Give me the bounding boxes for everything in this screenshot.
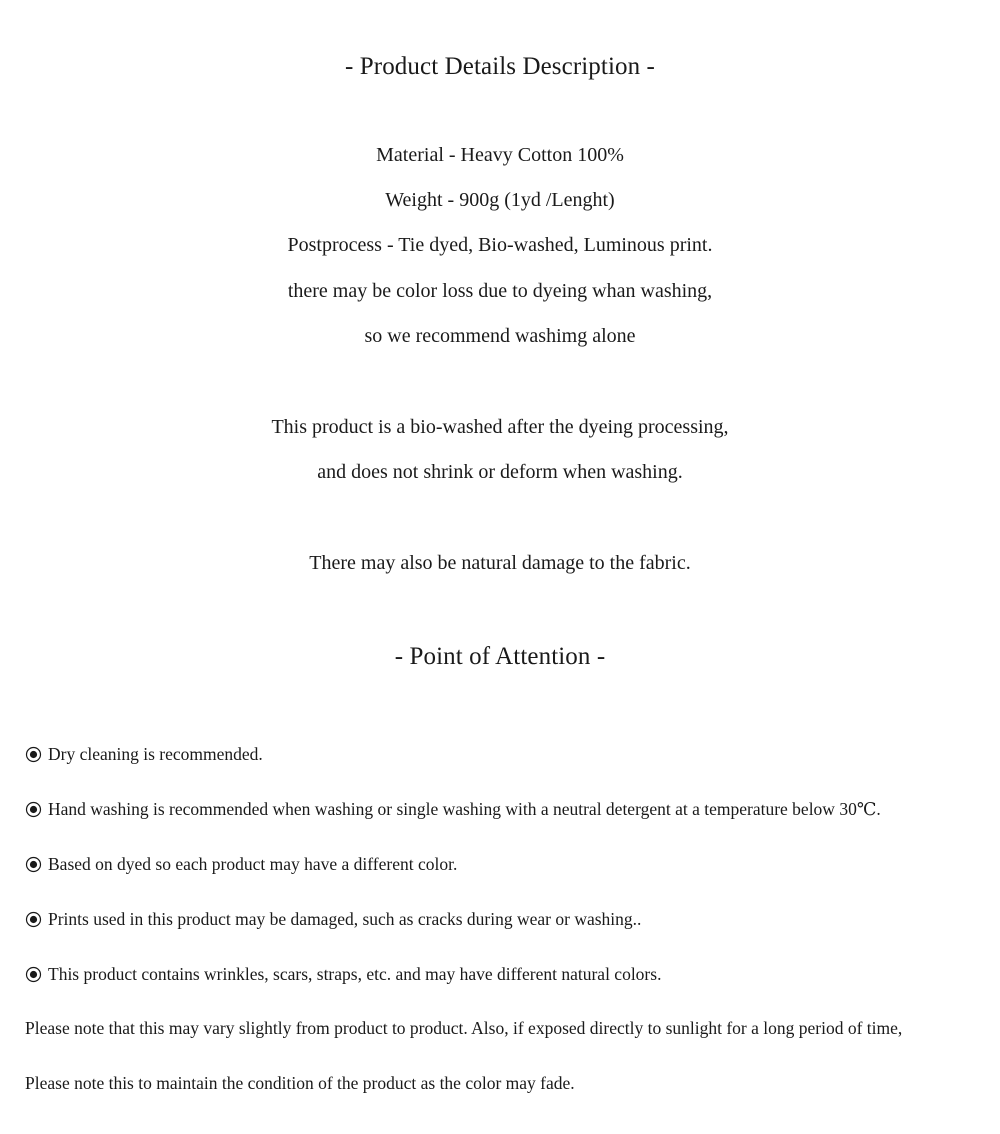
sunlight-note: Please note that this may vary slightly from product to product. Also, if exposed directly to sunlight for a long period of time, (25, 1018, 903, 1038)
color-fade-note: Please note this to maintain the condition of the product as the color may fade. (25, 1073, 575, 1093)
attention-item-text: Based on dyed so each product may have a different color. (48, 854, 458, 874)
attention-title: - Point of Attention - (394, 643, 606, 670)
attention-item-text: This product contains wrinkles, scars, straps, etc. and may have different natural colors. (48, 964, 662, 984)
radio-bullet-icon (25, 856, 42, 873)
attention-item-text: Hand washing is recommended when washing or single washing with a neutral detergent at a temperature below 30℃. (48, 799, 881, 819)
radio-bullet-icon (25, 966, 42, 983)
weight-line: Weight - 900g (1yd /Lenght) (385, 189, 615, 211)
attention-item-text: Prints used in this product may be damaged, such as cracks during wear or washing.. (48, 909, 642, 929)
radio-bullet-icon (25, 746, 42, 763)
color-loss-line: there may be color loss due to dyeing whan washing, (287, 280, 713, 302)
product-details-title: - Product Details Description - (345, 53, 655, 80)
postprocess-line: Postprocess - Tie dyed, Bio-washed, Luminous print. (287, 234, 713, 256)
wash-alone-line: so we recommend washimg alone (364, 325, 636, 347)
attention-item (25, 798, 881, 820)
attention-item (25, 743, 263, 765)
radio-bullet-icon (25, 911, 42, 928)
attention-item (25, 853, 457, 875)
attention-item (25, 963, 661, 985)
material-line: Material - Heavy Cotton 100% (376, 144, 624, 166)
bio-wash-line-1: This product is a bio-washed after the dyeing processing, (271, 416, 729, 438)
bio-wash-line-2: and does not shrink or deform when washing. (317, 461, 683, 483)
fabric-damage-note: There may also be natural damage to the fabric. (309, 552, 691, 574)
attention-item-text: Dry cleaning is recommended. (48, 744, 263, 764)
attention-item (25, 908, 641, 930)
radio-bullet-icon (25, 801, 42, 818)
